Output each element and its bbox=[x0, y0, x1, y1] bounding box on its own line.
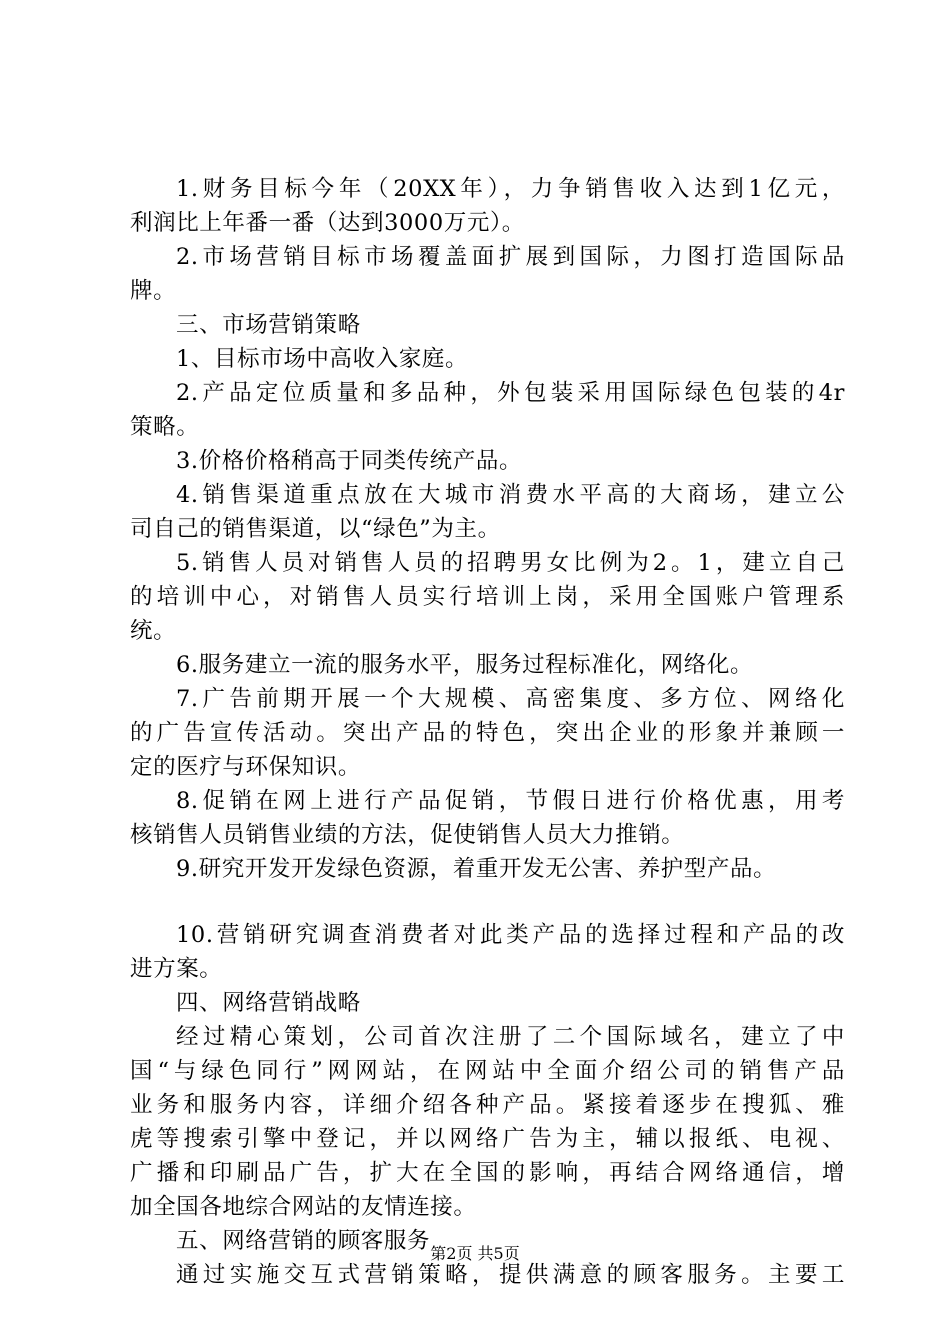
paragraph-line: 7.广告前期开展一个大规模、高密集度、多方位、网络化 bbox=[176, 686, 845, 712]
paragraph-line: 9.研究开发开发绿色资源，着重开发无公害、养护型产品。 bbox=[176, 856, 777, 882]
paragraph-line: 广播和印刷品广告，扩大在全国的影响，再结合网络通信，增 bbox=[130, 1160, 845, 1186]
paragraph-line: 的广告宣传活动。突出产品的特色，突出企业的形象并兼顾一 bbox=[130, 720, 845, 746]
paragraph-line: 1.财务目标今年（20XX年），力争销售收入达到1亿元， bbox=[176, 176, 845, 202]
paragraph-line: 4.销售渠道重点放在大城市消费水平高的大商场，建立公 bbox=[176, 482, 845, 508]
paragraph-line: 2.产品定位质量和多品种，外包装采用国际绿色包装的4r bbox=[176, 380, 845, 406]
paragraph-line: 国“与绿色同行”网网站，在网站中全面介绍公司的销售产品 bbox=[130, 1058, 845, 1084]
paragraph-line: 5.销售人员对销售人员的招聘男女比例为2。1，建立自己 bbox=[176, 550, 845, 576]
paragraph-line: 利润比上年番一番（达到3000万元）。 bbox=[130, 210, 525, 236]
section-heading: 五、网络营销的顾客服务 bbox=[176, 1228, 431, 1254]
paragraph-line: 加全国各地综合网站的友情连接。 bbox=[130, 1194, 477, 1220]
paragraph-line: 定的医疗与环保知识。 bbox=[130, 754, 362, 780]
paragraph-line: 3.价格价格稍高于同类传统产品。 bbox=[176, 448, 523, 474]
paragraph-line: 8.促销在网上进行产品促销，节假日进行价格优惠，用考 bbox=[176, 788, 845, 814]
document-body bbox=[130, 172, 845, 1292]
paragraph-line: 虎等搜索引擎中登记，并以网络广告为主，辅以报纸、电视、 bbox=[130, 1126, 845, 1152]
paragraph-line: 策略。 bbox=[130, 414, 200, 440]
paragraph-line: 6.服务建立一流的服务水平，服务过程标准化，网络化。 bbox=[176, 652, 754, 678]
blank-line bbox=[130, 886, 845, 918]
paragraph-line: 10.营销研究调查消费者对此类产品的选择过程和产品的改 bbox=[176, 922, 845, 948]
page-footer: 第2页 共5页 bbox=[430, 1244, 520, 1263]
paragraph-line: 1、目标市场中高收入家庭。 bbox=[176, 346, 469, 372]
paragraph-line: 核销售人员销售业绩的方法，促使销售人员大力推销。 bbox=[130, 822, 685, 848]
paragraph-line: 牌。 bbox=[130, 278, 177, 304]
paragraph-line: 2.市场营销目标市场覆盖面扩展到国际，力图打造国际品 bbox=[176, 244, 845, 270]
paragraph-line: 业务和服务内容，详细介绍各种产品。紧接着逐步在搜狐、雅 bbox=[130, 1092, 845, 1118]
paragraph-line: 进方案。 bbox=[130, 956, 223, 982]
paragraph-line: 通过实施交互式营销策略，提供满意的顾客服务。主要工 bbox=[176, 1262, 845, 1288]
paragraph-line: 的培训中心，对销售人员实行培训上岗，采用全国账户管理系 bbox=[130, 584, 845, 610]
paragraph-line: 统。 bbox=[130, 618, 177, 644]
section-heading: 四、网络营销战略 bbox=[176, 990, 361, 1016]
paragraph-line: 经过精心策划，公司首次注册了二个国际域名，建立了中 bbox=[176, 1024, 845, 1050]
paragraph-line: 司自己的销售渠道，以“绿色”为主。 bbox=[130, 516, 501, 542]
section-heading: 三、市场营销策略 bbox=[176, 312, 361, 338]
